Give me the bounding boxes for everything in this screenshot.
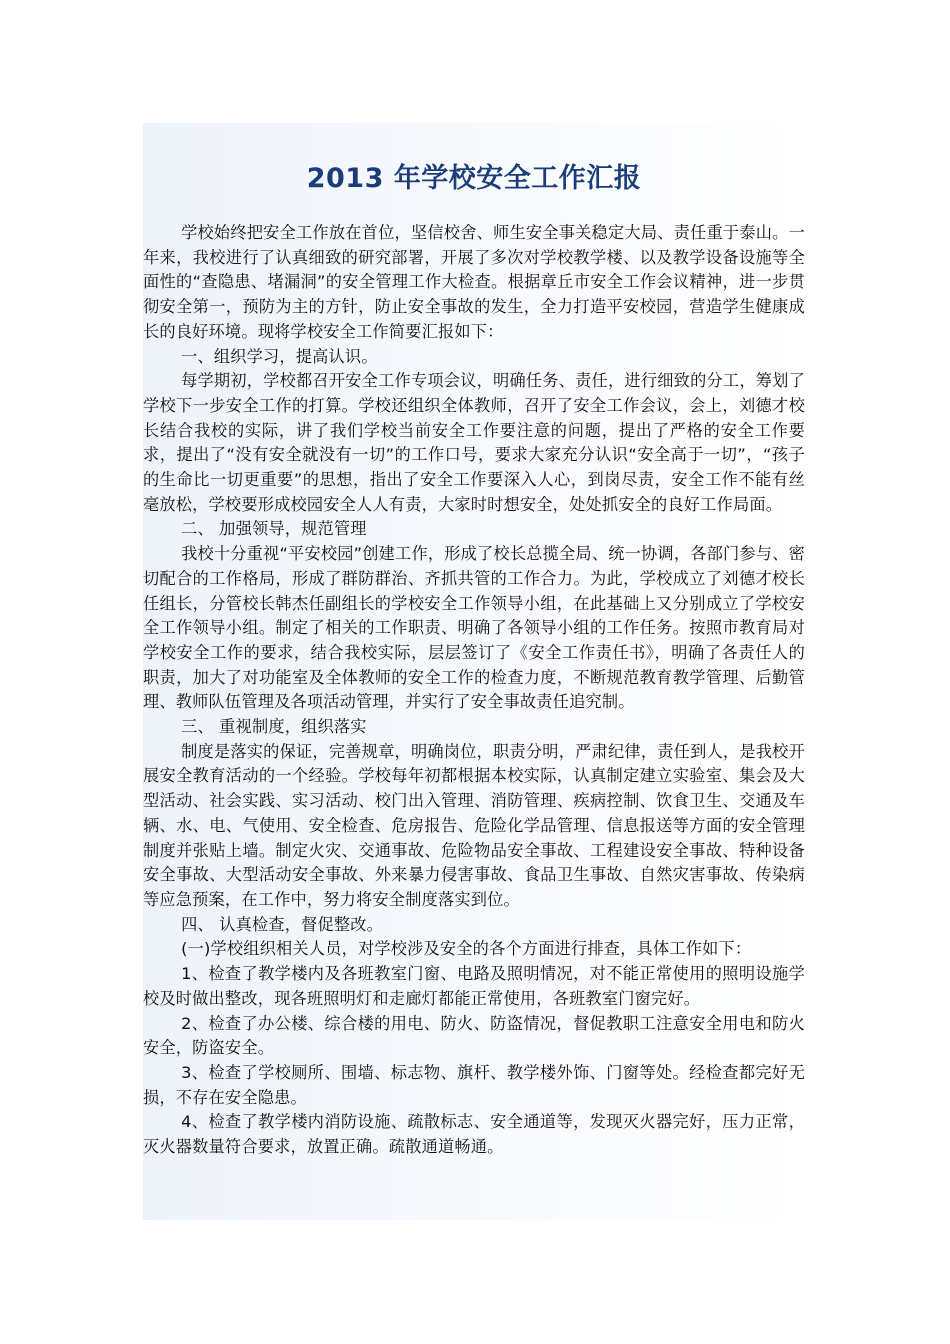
- section-heading-2: 二、 加强领导，规范管理: [181, 519, 367, 539]
- section-heading-4: 四、 认真检查，督促整改。: [181, 914, 384, 934]
- paragraph-section-2: 我校十分重视“平安校园”创建工作，形成了校长总揽全局、统一协调，各部门参与、密切配合的工作格局，形成了群防群治、齐抓共管的工作合力。为此，学校成立了刘德才校长任组长，分管校长韩杰任副组长的学校安全工作领导小组，在此基础上又分别成立了学校安全工作领导小组。制定了相关的工作职责、明确了各领导小组的工作任务。按照市教育局对学校安全工作的要求，结合我校实际，层层签订了《安全工作责任书》，明确了各责任人的职责，加大了对功能室及全体教师的安全工作的检查力度，不断规范教育教学管理、后勤管理、教师队伍管理及各项活动管理，并实行了安全事故责任追究制。: [143, 544, 805, 712]
- document-page: [143, 123, 805, 1220]
- document-title: 2013 年学校安全工作汇报: [306, 163, 642, 194]
- paragraph-subsection-1: (一)学校组织相关人员，对学校涉及安全的各个方面进行排查，具体工作如下：: [181, 939, 752, 959]
- section-heading-1: 一、组织学习，提高认识。: [181, 346, 378, 366]
- list-item-3: 3、检查了学校厕所、围墙、标志物、旗杆、教学楼外饰、门窗等处。经检查都完好无损，不存在安全隐患。: [143, 1062, 805, 1107]
- document-body: [143, 221, 805, 1160]
- paragraph-intro: 学校始终把安全工作放在首位，坚信校舍、师生安全事关稳定大局、责任重于泰山。一年来，我校进行了认真细致的研究部署，开展了多次对学校教学楼、以及教学设备设施等全面性的“查隐患、堵漏洞”的安全管理工作大检查。根据章丘市安全工作会议精神，进一步贯彻安全第一，预防为主的方针，防止安全事故的发生，全力打造平安校园，营造学生健康成长的良好环境。现将学校安全工作简要汇报如下：: [143, 223, 805, 341]
- section-heading-3: 三、 重视制度，组织落实: [181, 717, 367, 737]
- list-item-2: 2、检查了办公楼、综合楼的用电、防火、防盗情况，督促教职工注意安全用电和防火安全，防盗安全。: [143, 1013, 805, 1058]
- list-item-4: 4、检查了教学楼内消防设施、疏散标志、安全通道等，发现灭火器完好，压力正常，灭火器数量符合要求，放置正确。疏散通道畅通。: [143, 1112, 805, 1157]
- paragraph-section-3: 制度是落实的保证，完善规章，明确岗位，职责分明，严肃纪律，责任到人，是我校开展安全教育活动的一个经验。学校每年初都根据本校实际，认真制定建立实验室、集会及大型活动、社会实践、实习活动、校门出入管理、消防管理、疾病控制、饮食卫生、交通及车辆、水、电、气使用、安全检查、危房报告、危险化学品管理、信息报送等方面的安全管理制度并张贴上墙。制定火灾、交通事故、危险物品安全事故、工程建设安全事故、特种设备安全事故、大型活动安全事故、外来暴力侵害事故、食品卫生事故、自然灾害事故、传染病等应急预案，在工作中，努力将安全制度落实到位。: [143, 741, 805, 909]
- list-item-1: 1、检查了教学楼内及各班教室门窗、电路及照明情况，对不能正常使用的照明设施学校及时做出整改，现各班照明灯和走廊灯都能正常使用，各班教室门窗完好。: [143, 964, 805, 1008]
- paragraph-section-1: 每学期初，学校都召开安全工作专项会议，明确任务、责任，进行细致的分工，筹划了学校下一步安全工作的打算。学校还组织全体教师，召开了安全工作会议，会上，刘德才校长结合我校的实际，讲了我们学校当前安全工作要注意的问题，提出了严格的安全工作要求，提出了“没有安全就没有一切”的工作口号，要求大家充分认识“安全高于一切”，“孩子的生命比一切更重要”的思想，指出了安全工作要深入人心，到岗尽责，安全工作不能有丝毫放松，学校要形成校园安全人人有责，大家时时想安全，处处抓安全的良好工作局面。: [143, 371, 805, 514]
